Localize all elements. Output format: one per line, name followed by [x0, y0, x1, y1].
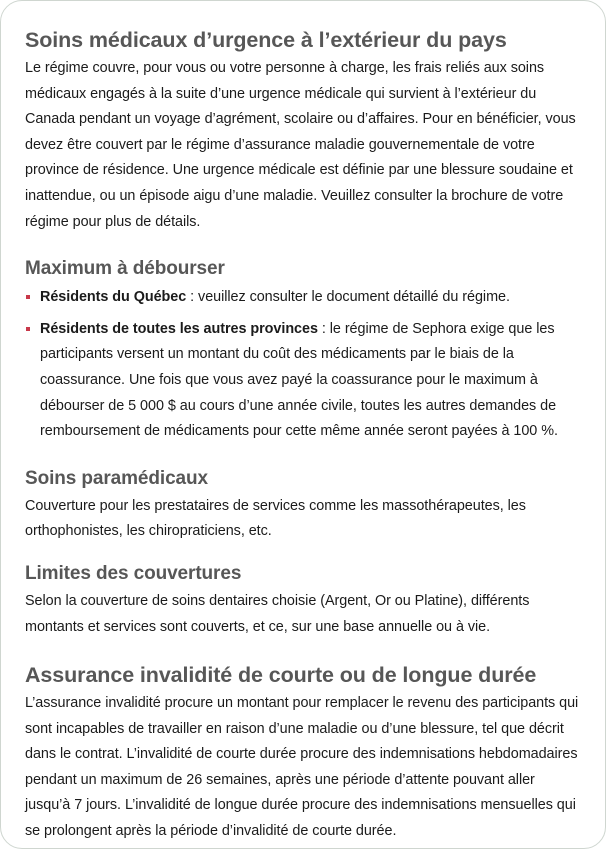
section-heading-soins-paramedicaux: Soins paramédicaux [25, 467, 208, 489]
maximum-a-debourser-bullet-list [25, 285, 581, 445]
section-heading-limites-des-couvertures: Limites des couvertures [25, 562, 242, 584]
list-item [25, 317, 581, 445]
section-paragraph-soins-paramedicaux: Couverture pour les prestataires de services comme les massothérapeutes, les orthophonistes, les chiropraticiens, etc. [25, 497, 526, 540]
section-soins-medicaux-urgence [25, 27, 581, 235]
section-limites-des-couvertures [25, 562, 581, 640]
section-paragraph-assurance-invalidite: L’assurance invalidité procure un montant pour remplacer le revenu des participants qui sont incapables de travailler en raison d’une maladie ou d’une blessure, tel que décrit dans le contrat. L’invalidité de courte durée procure des indemnisations hebdomadaires pendant un maximum de 26 semaines, après une période d’attente pouvant aller jusqu’à 7 jours. L’invalidité de longue durée procure des indemnisations mensuelles qui se prolongent après la période d’invalidité de courte durée. [25, 695, 579, 840]
section-heading-maximum-a-debourser: Maximum à débourser [25, 258, 225, 280]
list-item-text: : veuillez consulter le document détaillé du régime. [186, 289, 510, 306]
list-item-lead-in: Résidents du Québec [40, 289, 187, 306]
list-item-lead-in: Résidents de toutes les autres provinces [40, 320, 318, 337]
section-paragraph-limites-des-couvertures: Selon la couverture de soins dentaires choisie (Argent, Or ou Platine), différents montants et services sont couverts, et ce, sur une base annuelle ou à vie. [25, 592, 530, 635]
section-soins-paramedicaux [25, 467, 581, 545]
section-heading-soins-medicaux-urgence: Soins médicaux d’urgence à l’extérieur du pays [25, 28, 507, 52]
section-assurance-invalidite [25, 662, 581, 845]
list-item [25, 285, 581, 311]
bullet-square-icon [26, 295, 30, 299]
section-heading-assurance-invalidite: Assurance invalidité de courte ou de longue durée [25, 663, 537, 688]
list-item-text: : le régime de Sephora exige que les participants versent un montant du coût des médicaments par le biais de la coassurance. Une fois que vous avez payé la coassurance pour le maximum à débourser de 5 000 $ au cours d’une année civile, toutes les autres demandes de remboursement de médicaments pour cette même année seront payées à 100 %. [40, 320, 558, 440]
section-paragraph-soins-medicaux-urgence: Le régime couvre, pour vous ou votre personne à charge, les frais reliés aux soins médicaux engagés à la suite d’une urgence médicale qui survient à l’extérieur du Canada pendant un voyage d’agrément, scolaire ou d’affaires. Pour en bénéficier, vous devez être couvert par le régime d’assurance maladie gouvernementale de votre province de résidence. Une urgence médicale est définie par une blessure soudaine et inattendue, ou un épisode aigu d’une maladie. Veuillez consulter la brochure de votre régime pour plus de détails. [25, 60, 576, 230]
card-content [1, 1, 605, 845]
section-maximum-a-debourser [25, 257, 581, 445]
bullet-square-icon [26, 327, 30, 331]
